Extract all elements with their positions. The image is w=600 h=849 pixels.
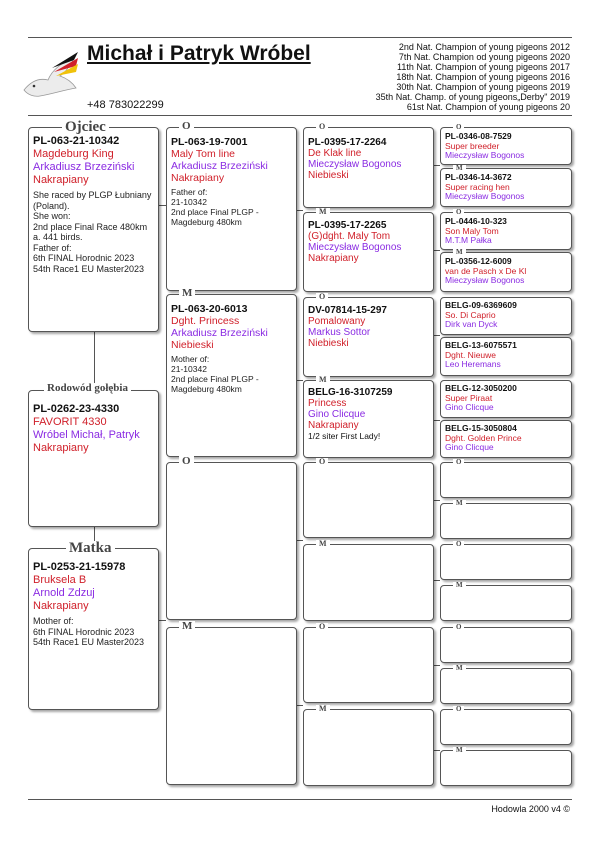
o-label: O [453,124,464,131]
o-label: O [453,706,464,713]
ring-number: PL-0446-10-323 [445,216,507,226]
great-grandparent-card[interactable] [303,544,434,621]
mother-label: Matka [66,541,115,556]
m-label: M [453,582,466,589]
ring-number: PL-0253-21-15978 [33,561,126,573]
m-label: M [316,208,330,216]
breeder-name: Arkadiusz Brzeziński [171,160,268,172]
o-label: O [179,456,194,467]
pigeon-name: Dght. Princess [171,315,240,327]
pigeon-color: Niebieski [171,339,214,351]
m-label: M [316,540,330,548]
pigeon-notes: 1/2 siter First Lady! [308,431,381,441]
ring-number: BELG-13-6075571 [445,340,517,350]
gen4-card[interactable] [440,380,572,418]
breeder-name: M.T.M Pałka [445,235,492,245]
ring-number: PL-0346-08-7529 [445,131,512,141]
connector-line [434,165,440,166]
gen4-card[interactable] [440,252,572,292]
pigeon-name: Super racing hen [445,181,510,192]
great-grandparent-card[interactable] [303,380,434,458]
connector-line [296,210,303,211]
connector-line [434,580,440,581]
great-grandparent-card[interactable] [303,462,434,538]
pigeon-name: Dght. Nieuwe [445,349,497,360]
ring-number: BELG-15-3050804 [445,423,517,433]
pigeon-name: Super Piraat [445,392,493,403]
great-grandparent-card[interactable] [303,297,434,377]
great-grandparent-card[interactable] [303,627,434,703]
champion-line: 61st Nat. Champion of young pigeons 20 [406,102,570,112]
connector-line [158,205,166,206]
gen4-card[interactable] [440,503,572,539]
dove-logo [22,50,82,102]
maternal-grandmother-card[interactable] [166,627,297,785]
pigeon-color: Nakrapiany [33,174,89,186]
connector-line [434,250,440,251]
subject-card[interactable] [28,390,159,527]
gen4-card[interactable] [440,420,572,458]
champion-line: 11th Nat. Champion of young pigeons 2017 [397,62,570,72]
breeder-name: Gino Clicque [308,409,366,420]
pigeon-color: Nakrapiany [308,253,359,264]
o-label: O [316,123,328,131]
pigeon-name: Son Maly Tom [445,225,499,236]
breeder-name: Gino Clicque [445,442,494,452]
o-label: O [179,121,194,132]
maternal-grandfather-card[interactable] [166,462,297,620]
champion-line: 35th Nat. Champ. of young pigeons„Derby" 2019 [375,92,570,102]
m-label: M [316,705,330,713]
connector-line [434,420,440,421]
m-label: M [453,249,466,256]
gen4-card[interactable] [440,127,572,165]
pigeon-name: Super breeder [445,140,500,151]
pigeon-name: Bruksela B [33,574,87,586]
breeder-name: Arkadiusz Brzeziński [33,161,135,173]
m-label: M [316,376,330,384]
pigeon-notes: Mother of: 21-10342 2nd place Final PLGP - Magdeburg 480km [171,354,259,394]
pigeon-name: (G)dght. Maly Tom [308,231,391,242]
ring-number: PL-0262-23-4330 [33,403,120,415]
pigeon-name: Magdeburg King [33,148,114,160]
m-label: M [179,621,195,632]
o-label: O [453,459,464,466]
pigeon-color: Nakrapiany [33,442,89,454]
pigeon-name: Dght. Golden Prince [445,432,522,443]
gen4-card[interactable] [440,168,572,207]
breeder-name: Arnold Zdzuj [33,587,95,599]
pigeon-name: van de Pasch x De Kl [445,265,527,276]
o-label: O [316,293,328,301]
pigeon-name: De Klak line [308,148,362,159]
connector-line [296,540,303,541]
ring-number: PL-063-21-10342 [33,135,120,147]
m-label: M [453,500,466,507]
connector-line [434,335,440,336]
o-label: O [453,209,464,216]
o-label: O [316,458,328,466]
ring-number: DV-07814-15-297 [308,305,387,316]
footer-text: Hodowla 2000 v4 © [491,804,570,814]
breeder-name: Gino Clicque [445,402,494,412]
ring-number: PL-0356-12-6009 [445,256,512,266]
ring-number: PL-063-20-6013 [171,303,248,315]
connector-line [434,500,440,501]
pigeon-color: Niebieski [308,338,349,349]
great-grandparent-card[interactable] [303,212,434,292]
footer-rule [28,799,572,800]
ring-number: BELG-16-3107259 [308,387,393,398]
breeder-name: Dirk van Dyck [445,319,498,329]
pedigree-label: Rodowód gołębia [44,383,131,394]
o-label: O [453,541,464,548]
breeder-name: Mieczysław Bogonos [445,275,525,285]
breeder-name: Markus Sottor [308,327,371,338]
header-top-rule [28,37,572,38]
m-label: M [453,165,466,172]
ring-number: BELG-09-6369609 [445,300,517,310]
champion-line: 2nd Nat. Champion of young pigeons 2012 [398,42,570,52]
gen4-card[interactable] [440,544,572,580]
m-label: M [453,747,466,754]
ring-number: PL-0395-17-2265 [308,220,387,231]
great-grandparent-card[interactable] [303,709,434,786]
gen4-card[interactable] [440,750,572,786]
connector-line [296,705,303,706]
connector-line [434,750,440,751]
pigeon-color: Niebieski [308,170,349,181]
ring-number: PL-0395-17-2264 [308,137,387,148]
connector-line [434,665,440,666]
breeder-name: Arkadiusz Brzeziński [171,327,268,339]
gen4-card[interactable] [440,585,572,621]
breeder-name: Mieczysław Bogonos [445,150,525,160]
gen4-card[interactable] [440,627,572,663]
pigeon-notes: Mother of: 6th FINAL Horodnic 2023 54th Race1 EU Master2023 [33,616,145,647]
m-label: M [179,288,195,299]
paternal-grandmother-card[interactable] [166,294,297,457]
pigeon-notes: Father of: 21-10342 2nd place Final PLGP - Magdeburg 480km [171,187,259,227]
pigeon-notes: She raced by PLGP Łubniany (Poland). She won: 2nd place Final Race 480km a. 441 birds. Father of: 6th FINAL Horodnic 2023 54th Race1 EU Master2023 [33,190,152,274]
ring-number: PL-063-19-7001 [171,136,248,148]
mother-card[interactable] [28,548,159,710]
pigeon-name: FAVORIT 4330 [33,416,107,428]
o-label: O [316,623,328,631]
pigeon-name: So. Di Caprio [445,309,496,320]
phone-number: +48 783022299 [87,99,164,111]
ring-number: PL-0346-14-3672 [445,172,512,182]
ring-number: BELG-12-3050200 [445,383,517,393]
breeder-name: Leo Heremans [445,359,501,369]
pigeon-color: Nakrapiany [308,420,359,431]
father-label: Ojciec [62,120,109,135]
champion-line: 18th Nat. Champion of young pigeons 2016 [396,72,570,82]
father-card[interactable] [28,127,159,332]
o-label: O [453,624,464,631]
breeder-name: Mieczysław Bogonos [445,191,525,201]
breeder-name: Mieczysław Bogonos [308,159,402,170]
gen4-card[interactable] [440,668,572,704]
breeder-name: Wróbel Michał, Patryk [33,429,140,441]
pigeon-name: Maly Tom line [171,148,235,160]
pigeon-color: Nakrapiany [171,172,225,184]
page-title: Michał i Patryk Wróbel [87,42,311,65]
gen4-card[interactable] [440,462,572,498]
paternal-grandfather-card[interactable] [166,127,297,291]
connector-line [158,620,166,621]
great-grandparent-card[interactable] [303,127,434,208]
pigeon-color: Nakrapiany [33,600,89,612]
gen4-card[interactable] [440,297,572,335]
breeder-name: Mieczysław Bogonos [308,242,402,253]
m-label: M [453,665,466,672]
gen4-card[interactable] [440,709,572,745]
connector-line [296,380,303,381]
gen4-card[interactable] [440,212,572,250]
gen4-card[interactable] [440,337,572,376]
pigeon-name: Princess [308,398,347,409]
pigeon-name: Pomalowany [308,316,366,327]
champion-line: 7th Nat. Champion od young pigeons 2020 [398,52,570,62]
champion-line: 30th Nat. Champion of young pigeons 2019 [396,82,570,92]
header-bottom-rule [28,115,572,116]
